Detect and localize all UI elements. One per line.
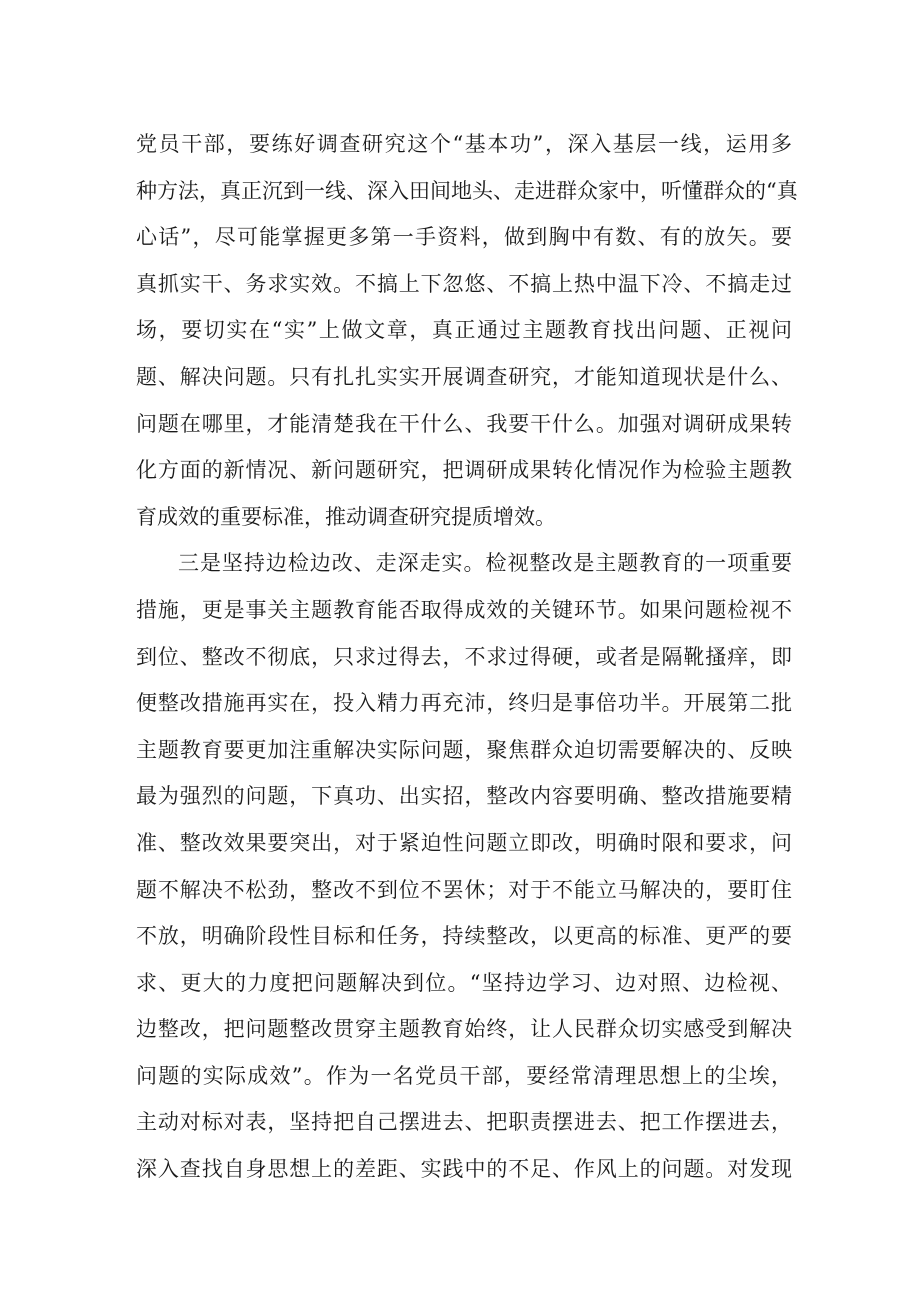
text-line-20: 边整改，把问题整改贯穿主题教育始终，让人民群众切实感受到解决 (136, 1017, 792, 1042)
text-line-10: 三是坚持边检边改、走深走实。检视整改是主题教育的一项重要 (178, 551, 792, 576)
text-line-3: 心话”，尽可能掌握更多第一手资料，做到胸中有数、有的放矢。要 (136, 225, 792, 250)
text-line-16: 准、整改效果要突出，对于紧迫性问题立即改，明确时限和要求，问 (136, 830, 792, 855)
text-line-15: 最为强烈的问题，下真功、出实招，整改内容要明确、整改措施要精 (136, 784, 792, 809)
text-line-7: 问题在哪里，才能清楚我在干什么、我要干什么。加强对调研成果转 (136, 411, 792, 436)
text-line-22: 主动对标对表，坚持把自己摆进去、把职责摆进去、把工作摆进去， (136, 1110, 792, 1135)
text-line-11: 措施，更是事关主题教育能否取得成效的关键环节。如果问题检视不 (136, 597, 792, 622)
text-line-13: 便整改措施再实在，投入精力再充沛，终归是事倍功半。开展第二批 (136, 691, 792, 716)
text-line-23: 深入查找自身思想上的差距、实践中的不足、作风上的问题。对发现 (136, 1157, 792, 1182)
text-line-1: 党员干部，要练好调查研究这个“基本功”，深入基层一线，运用多 (136, 132, 792, 156)
text-line-21: 问题的实际成效”。作为一名党员干部，要经常清理思想上的尘埃， (136, 1063, 792, 1088)
text-line-9: 育成效的重要标准，推动调查研究提质增效。 (136, 504, 556, 529)
text-line-17: 题不解决不松劲，整改不到位不罢休；对于不能立马解决的，要盯住 (136, 877, 792, 902)
body-text (136, 121, 798, 1193)
text-line-6: 题、解决问题。只有扎扎实实开展调查研究，才能知道现状是什么、 (136, 364, 792, 389)
text-line-19: 求、更大的力度把问题解决到位。“坚持边学习、边对照、边检视、 (136, 970, 792, 995)
text-line-14: 主题教育要更加注重解决实际问题，聚焦群众迫切需要解决的、反映 (136, 737, 792, 762)
text-line-12: 到位、整改不彻底，只求过得去，不求过得硬，或者是隔靴搔痒，即 (136, 644, 792, 669)
text-line-5: 场，要切实在“实”上做文章，真正通过主题教育找出问题、正视问 (136, 318, 792, 343)
text-line-4: 真抓实干、务求实效。不搞上下忽悠、不搞上热中温下冷、不搞走过 (136, 271, 792, 296)
text-line-2: 种方法，真正沉到一线、深入田间地头、走进群众家中，听懂群众的“真 (136, 178, 798, 203)
text-line-8: 化方面的新情况、新问题研究，把调研成果转化情况作为检验主题教 (136, 458, 792, 483)
text-line-18: 不放，明确阶段性目标和任务，持续整改，以更高的标准、更严的要 (136, 924, 792, 949)
